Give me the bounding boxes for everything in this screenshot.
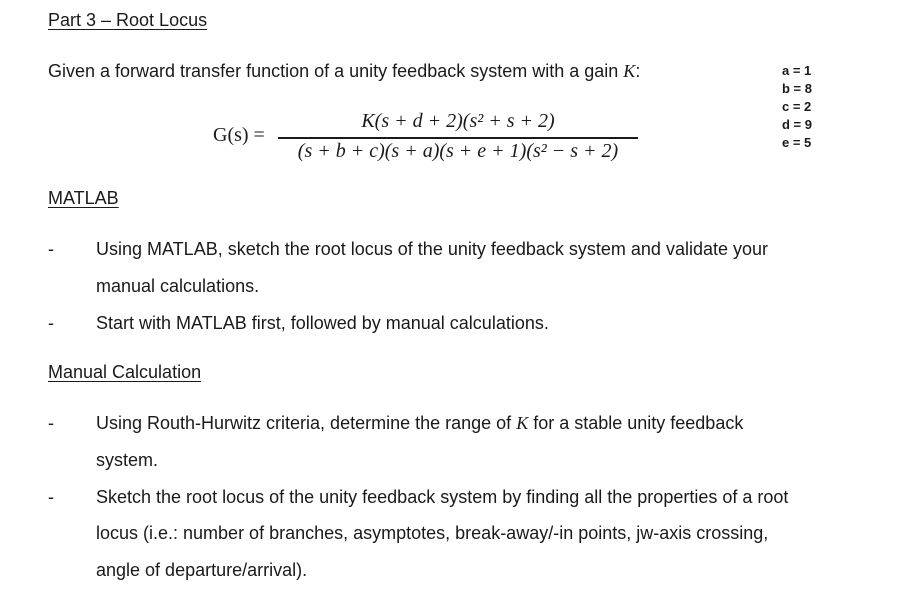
manual-bullet-2-line-3: angle of departure/arrival). [96, 560, 308, 580]
manual-bullet-1-post: for a stable unity feedback [528, 413, 744, 433]
manual-bullet-1-line-2: system. [96, 450, 159, 470]
matlab-bullet-1-line-1: Using MATLAB, sketch the root locus of the unity feedback system and validate your [96, 239, 769, 259]
manual-bullet-1-pre: Using Routh-Hurwitz criteria, determine the range of [96, 413, 517, 433]
intro-sentence [48, 61, 640, 82]
parameter-a: a = 1 [782, 63, 812, 78]
equation-numerator: K(s + d + 2)(s² + s + 2) [361, 110, 555, 132]
bullet-marker: - [48, 413, 54, 433]
manual-heading: Manual Calculation [48, 362, 202, 382]
bullet-marker: - [48, 313, 54, 333]
part-title: Part 3 – Root Locus [48, 10, 208, 30]
bullet-marker: - [48, 239, 54, 259]
manual-bullet-1-line-1 [96, 413, 743, 434]
parameter-c: c = 2 [782, 99, 812, 114]
fraction-bar [278, 137, 638, 139]
manual-bullet-2-line-1: Sketch the root locus of the unity feedback system by finding all the properties of a root [96, 487, 789, 507]
gain-symbol-inline: K [516, 413, 529, 433]
intro-colon: : [635, 61, 641, 81]
parameter-list [782, 62, 812, 152]
parameter-b: b = 8 [782, 81, 812, 96]
bullet-marker: - [48, 487, 54, 507]
parameter-e: e = 5 [782, 135, 812, 150]
matlab-bullet-2: Start with MATLAB first, followed by manual calculations. [96, 313, 549, 333]
manual-bullet-2-line-2: locus (i.e.: number of branches, asymptotes, break-away/-in points, jw-axis crossing, [96, 523, 769, 543]
matlab-bullet-1-line-2: manual calculations. [96, 276, 260, 296]
matlab-heading: MATLAB [48, 188, 119, 208]
gain-symbol: K [623, 61, 636, 81]
parameter-d: d = 9 [782, 117, 812, 132]
equation-denominator: (s + b + c)(s + a)(s + e + 1)(s² − s + 2) [297, 140, 619, 162]
intro-text: Given a forward transfer function of a unity feedback system with a gain [48, 61, 624, 81]
equation-lhs: G(s) = [213, 124, 265, 146]
